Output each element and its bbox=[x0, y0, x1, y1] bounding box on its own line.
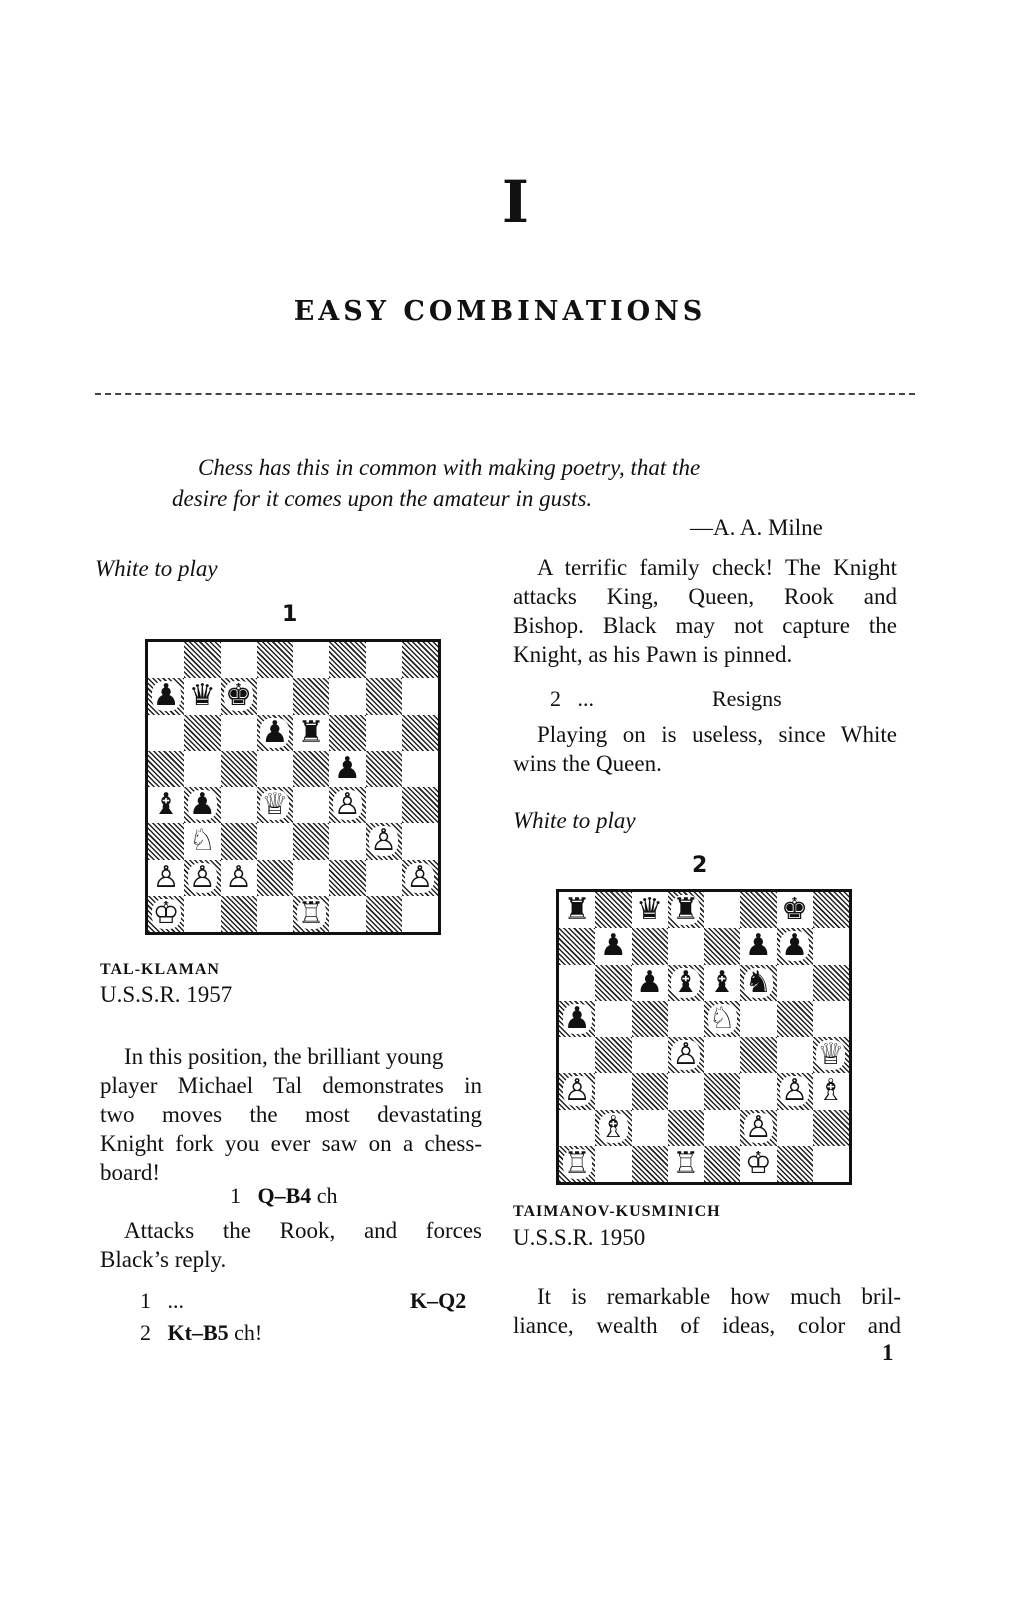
chess-diagram-2 bbox=[556, 889, 852, 1185]
board-square bbox=[329, 787, 365, 823]
epigraph-line: desire for it comes upon the amateur in gusts. bbox=[172, 486, 593, 511]
board-square bbox=[777, 1110, 813, 1146]
board-square bbox=[366, 823, 402, 859]
board-square bbox=[402, 787, 438, 823]
diagram-2-game: TAIMANOV-KUSMINICH bbox=[513, 1203, 721, 1220]
text-line: Black’s reply. bbox=[100, 1247, 227, 1272]
board-square bbox=[632, 1037, 668, 1073]
text-line: board! bbox=[100, 1160, 161, 1185]
board-square bbox=[257, 751, 293, 787]
board-square bbox=[704, 1146, 740, 1182]
board-square bbox=[632, 1001, 668, 1037]
text-line: Attacks the Rook, and forces bbox=[124, 1218, 482, 1243]
white-knight-icon: ♘ bbox=[188, 823, 216, 859]
black-king-icon: ♚ bbox=[781, 892, 809, 928]
white-king-icon: ♔ bbox=[152, 895, 180, 931]
page-number: 1 bbox=[882, 1340, 894, 1365]
text-line: Knight, as his Pawn is pinned. bbox=[513, 642, 793, 667]
board-square bbox=[366, 896, 402, 932]
board-square bbox=[559, 928, 595, 964]
board-square bbox=[777, 1146, 813, 1182]
board-square bbox=[704, 1073, 740, 1109]
white-bishop-icon: ♗ bbox=[817, 1073, 845, 1109]
board-square bbox=[777, 928, 813, 964]
move-line bbox=[550, 686, 594, 712]
move-notation: Kt–B5 bbox=[167, 1320, 229, 1345]
board-square bbox=[632, 928, 668, 964]
text-line: attacks King, Queen, Rook and bbox=[513, 584, 897, 609]
board-square bbox=[595, 1073, 631, 1109]
diagram-1-game: TAL-KLAMAN bbox=[100, 961, 220, 978]
board-square bbox=[813, 1110, 849, 1146]
white-rook-icon: ♖ bbox=[672, 1145, 700, 1181]
board-square bbox=[257, 896, 293, 932]
board-square bbox=[221, 642, 257, 678]
board-square bbox=[402, 860, 438, 896]
board-square bbox=[366, 642, 402, 678]
board-square bbox=[366, 715, 402, 751]
board-square bbox=[184, 896, 220, 932]
board-square bbox=[402, 678, 438, 714]
board-square bbox=[221, 860, 257, 896]
epigraph bbox=[172, 452, 852, 514]
board-square bbox=[221, 678, 257, 714]
move-suffix: ch! bbox=[234, 1320, 263, 1345]
white-pawn-icon: ♙ bbox=[744, 1109, 772, 1145]
board-square bbox=[632, 892, 668, 928]
right-paragraph-3 bbox=[513, 1282, 901, 1340]
board-square bbox=[813, 1001, 849, 1037]
board-square bbox=[632, 1073, 668, 1109]
black-pawn-icon: ♟ bbox=[781, 928, 809, 964]
board-square bbox=[777, 1037, 813, 1073]
black-rook-icon: ♜ bbox=[563, 892, 591, 928]
board-square bbox=[559, 1073, 595, 1109]
board-square bbox=[595, 928, 631, 964]
black-pawn-icon: ♟ bbox=[188, 787, 216, 823]
black-pawn-icon: ♟ bbox=[744, 928, 772, 964]
black-pawn-icon: ♟ bbox=[152, 678, 180, 714]
move-dots: ... bbox=[167, 1288, 184, 1313]
black-pawn-icon: ♟ bbox=[599, 928, 627, 964]
board-square bbox=[632, 965, 668, 1001]
board-square bbox=[221, 896, 257, 932]
board-square bbox=[257, 678, 293, 714]
board-square bbox=[184, 751, 220, 787]
text-line: two moves the most devastating bbox=[100, 1102, 482, 1127]
board-square bbox=[668, 965, 704, 1001]
board-square bbox=[668, 1110, 704, 1146]
board-square bbox=[559, 1110, 595, 1146]
board-square bbox=[366, 678, 402, 714]
board-square bbox=[704, 892, 740, 928]
board-square bbox=[184, 787, 220, 823]
board-square bbox=[148, 678, 184, 714]
black-queen-icon: ♛ bbox=[636, 892, 664, 928]
board-square bbox=[740, 892, 776, 928]
board-square bbox=[559, 1001, 595, 1037]
board-square bbox=[813, 1073, 849, 1109]
board-square bbox=[148, 823, 184, 859]
black-pawn-icon: ♟ bbox=[261, 714, 289, 750]
board-square bbox=[595, 1037, 631, 1073]
white-pawn-icon: ♙ bbox=[781, 1073, 809, 1109]
right-paragraph-1 bbox=[513, 553, 897, 669]
white-pawn-icon: ♙ bbox=[563, 1073, 591, 1109]
board-square bbox=[329, 642, 365, 678]
board-square bbox=[329, 751, 365, 787]
board-square bbox=[148, 860, 184, 896]
chess-diagram-1 bbox=[145, 639, 441, 935]
board-square bbox=[221, 715, 257, 751]
board-square bbox=[595, 1146, 631, 1182]
text-line: In this position, the brilliant young bbox=[124, 1044, 444, 1069]
board-square bbox=[293, 678, 329, 714]
board-square bbox=[366, 787, 402, 823]
white-queen-icon: ♕ bbox=[817, 1037, 845, 1073]
board-square bbox=[777, 892, 813, 928]
move-suffix: ch bbox=[316, 1183, 338, 1208]
chapter-number: I bbox=[501, 168, 532, 236]
white-king-icon: ♔ bbox=[744, 1145, 772, 1181]
black-rook-icon: ♜ bbox=[672, 892, 700, 928]
board-square bbox=[329, 860, 365, 896]
board-square bbox=[184, 715, 220, 751]
board-square bbox=[740, 1037, 776, 1073]
board-square bbox=[148, 896, 184, 932]
dashed-divider bbox=[95, 393, 915, 395]
black-knight-icon: ♞ bbox=[744, 964, 772, 1000]
white-pawn-icon: ♙ bbox=[672, 1037, 700, 1073]
board-square bbox=[257, 642, 293, 678]
board-square bbox=[777, 1001, 813, 1037]
board-square bbox=[704, 1110, 740, 1146]
board-square bbox=[148, 642, 184, 678]
white-pawn-icon: ♙ bbox=[188, 859, 216, 895]
black-bishop-icon: ♝ bbox=[672, 964, 700, 1000]
board-square bbox=[740, 928, 776, 964]
left-paragraph-2 bbox=[100, 1216, 482, 1274]
chapter-title: EASY COMBINATIONS bbox=[293, 296, 707, 327]
move-number: 2 bbox=[550, 686, 561, 711]
black-pawn-icon: ♟ bbox=[563, 1000, 591, 1036]
board-square bbox=[402, 642, 438, 678]
board-square bbox=[740, 1001, 776, 1037]
board-square bbox=[668, 1146, 704, 1182]
text-line: liance, wealth of ideas, color and bbox=[513, 1313, 901, 1338]
board-square bbox=[221, 751, 257, 787]
diagram-1-caption: White to play bbox=[95, 556, 218, 581]
move-number: 1 bbox=[230, 1183, 241, 1208]
board-square bbox=[559, 1037, 595, 1073]
board-square bbox=[777, 1073, 813, 1109]
board-square bbox=[402, 715, 438, 751]
board-square bbox=[293, 715, 329, 751]
white-pawn-icon: ♙ bbox=[152, 859, 180, 895]
board-square bbox=[221, 823, 257, 859]
board-square bbox=[293, 860, 329, 896]
board-square bbox=[148, 751, 184, 787]
text-line: A terrific family check! The Knight bbox=[537, 555, 897, 580]
black-bishop-icon: ♝ bbox=[152, 787, 180, 823]
text-line: player Michael Tal demonstrates in bbox=[100, 1073, 482, 1098]
board-square bbox=[813, 928, 849, 964]
black-rook-icon: ♜ bbox=[297, 714, 325, 750]
text-line: It is remarkable how much bril- bbox=[537, 1284, 901, 1309]
black-queen-icon: ♛ bbox=[188, 678, 216, 714]
diagram-2-place: U.S.S.R. 1950 bbox=[513, 1225, 646, 1250]
board-square bbox=[329, 715, 365, 751]
board-square bbox=[221, 787, 257, 823]
white-pawn-icon: ♙ bbox=[406, 859, 434, 895]
board-square bbox=[668, 892, 704, 928]
move-dots: ... bbox=[577, 686, 594, 711]
board-square bbox=[559, 1146, 595, 1182]
board-square bbox=[668, 1073, 704, 1109]
left-paragraph-1 bbox=[100, 1042, 482, 1187]
epigraph-attribution: —A. A. Milne bbox=[690, 515, 823, 540]
board-square bbox=[148, 787, 184, 823]
board-square bbox=[813, 892, 849, 928]
black-pawn-icon: ♟ bbox=[333, 750, 361, 786]
board-square bbox=[402, 751, 438, 787]
diagram-2-caption: White to play bbox=[513, 808, 636, 833]
board-square bbox=[148, 715, 184, 751]
board-square bbox=[595, 965, 631, 1001]
board-square bbox=[704, 928, 740, 964]
move-notation: Q–B4 bbox=[257, 1183, 312, 1208]
board-square bbox=[559, 965, 595, 1001]
move-reply: Resigns bbox=[712, 686, 782, 711]
white-pawn-icon: ♙ bbox=[370, 823, 398, 859]
board-square bbox=[595, 892, 631, 928]
board-square bbox=[366, 860, 402, 896]
board-square bbox=[293, 787, 329, 823]
board-square bbox=[559, 892, 595, 928]
board-square bbox=[632, 1146, 668, 1182]
board-square bbox=[184, 642, 220, 678]
white-queen-icon: ♕ bbox=[261, 787, 289, 823]
board-square bbox=[595, 1110, 631, 1146]
board-square bbox=[704, 1001, 740, 1037]
board-square bbox=[632, 1110, 668, 1146]
board-square bbox=[402, 823, 438, 859]
board-square bbox=[813, 965, 849, 1001]
white-pawn-icon: ♙ bbox=[333, 787, 361, 823]
move-number: 2 bbox=[140, 1320, 151, 1345]
board-square bbox=[704, 1037, 740, 1073]
diagram-1-place: U.S.S.R. 1957 bbox=[100, 982, 233, 1007]
text-line: Knight fork you ever saw on a chess- bbox=[100, 1131, 482, 1156]
board-square bbox=[329, 896, 365, 932]
board-square bbox=[740, 1073, 776, 1109]
board-square bbox=[329, 678, 365, 714]
black-king-icon: ♚ bbox=[225, 678, 253, 714]
board-square bbox=[668, 1001, 704, 1037]
board-square bbox=[668, 928, 704, 964]
board-square bbox=[184, 678, 220, 714]
white-bishop-icon: ♗ bbox=[599, 1109, 627, 1145]
board-square bbox=[293, 642, 329, 678]
move-number: 1 bbox=[140, 1288, 151, 1313]
board-square bbox=[740, 965, 776, 1001]
text-line: Playing on is useless, since White bbox=[537, 722, 897, 747]
diagram-2-number: 2 bbox=[692, 853, 708, 878]
board-square bbox=[257, 715, 293, 751]
white-rook-icon: ♖ bbox=[297, 895, 325, 931]
board-square bbox=[813, 1146, 849, 1182]
black-bishop-icon: ♝ bbox=[708, 964, 736, 1000]
black-pawn-icon: ♟ bbox=[636, 964, 664, 1000]
move-line bbox=[230, 1183, 338, 1209]
epigraph-line: Chess has this in common with making poetry, that the bbox=[198, 455, 701, 480]
move-line bbox=[140, 1288, 184, 1314]
white-pawn-icon: ♙ bbox=[225, 859, 253, 895]
text-line: wins the Queen. bbox=[513, 751, 662, 776]
board-square bbox=[813, 1037, 849, 1073]
board-square bbox=[668, 1037, 704, 1073]
board-square bbox=[257, 860, 293, 896]
board-square bbox=[704, 965, 740, 1001]
board-square bbox=[184, 823, 220, 859]
board-square bbox=[257, 823, 293, 859]
diagram-1-number: 1 bbox=[282, 602, 298, 627]
board-square bbox=[402, 896, 438, 932]
white-rook-icon: ♖ bbox=[563, 1145, 591, 1181]
board-square bbox=[366, 751, 402, 787]
right-paragraph-2 bbox=[513, 720, 897, 778]
board-square bbox=[257, 787, 293, 823]
board-square bbox=[293, 823, 329, 859]
text-line: Bishop. Black may not capture the bbox=[513, 613, 897, 638]
white-knight-icon: ♘ bbox=[708, 1000, 736, 1036]
board-square bbox=[595, 1001, 631, 1037]
board-square bbox=[740, 1110, 776, 1146]
board-square bbox=[184, 860, 220, 896]
board-square bbox=[293, 751, 329, 787]
board-square bbox=[740, 1146, 776, 1182]
board-square bbox=[329, 823, 365, 859]
move-reply: K–Q2 bbox=[410, 1288, 467, 1313]
move-line bbox=[140, 1320, 262, 1346]
board-square bbox=[293, 896, 329, 932]
board-square bbox=[777, 965, 813, 1001]
